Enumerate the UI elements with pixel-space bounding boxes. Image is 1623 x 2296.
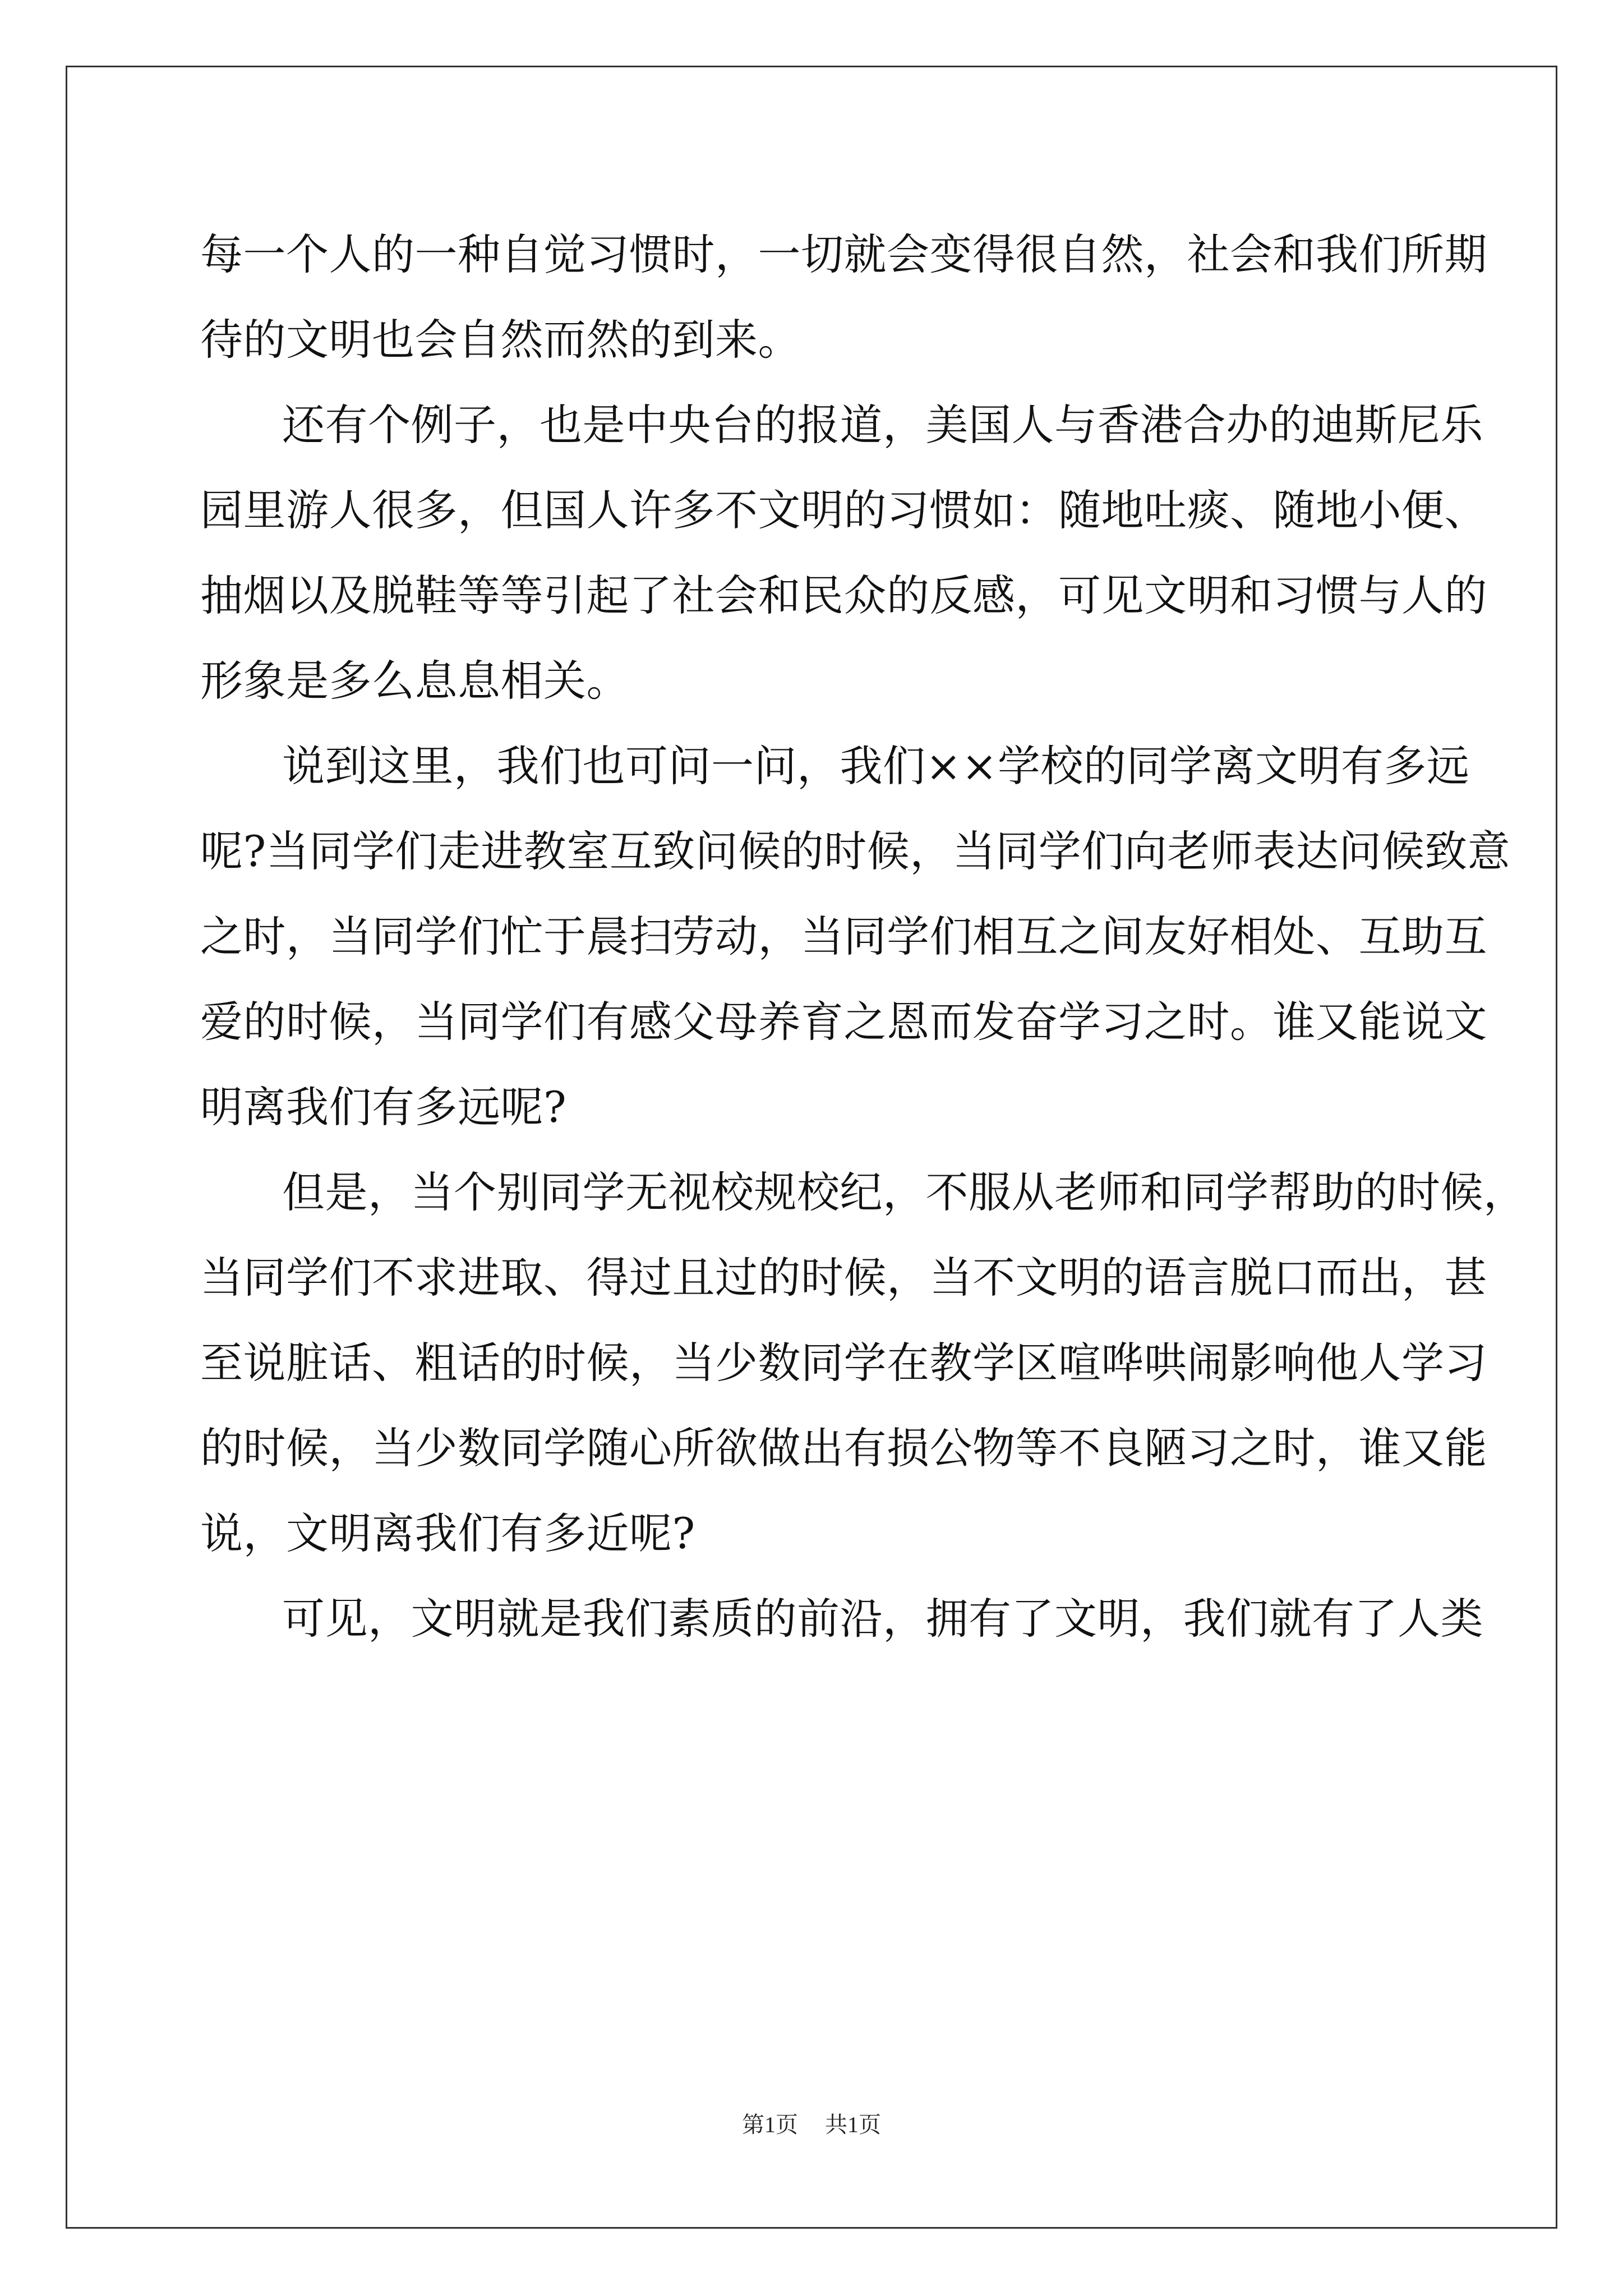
text-line: 抽烟以及脱鞋等等引起了社会和民众的反感，可见文明和习惯与人的 [200, 570, 1487, 620]
text-line: 待的文明也会自然而然的到来。 [200, 315, 801, 365]
text-line: 呢?当同学们走进教室互致问候的时候，当同学们向老师表达问候致意 [200, 826, 1511, 876]
text-line: 说到这里，我们也可问一问，我们××学校的同学离文明有多远 [282, 741, 1470, 791]
text-line: 说，文明离我们有多近呢? [200, 1508, 695, 1558]
text-line: 的时候，当少数同学随心所欲做出有损公物等不良陋习之时，谁又能 [200, 1423, 1487, 1473]
text-line: 爱的时候，当同学们有感父母养育之恩而发奋学习之时。谁又能说文 [200, 997, 1487, 1047]
text-line: 至说脏话、粗话的时候，当少数同学在教学区喧哗哄闹影响他人学习 [200, 1338, 1487, 1388]
text-line: 可见，文明就是我们素质的前沿，拥有了文明，我们就有了人类 [282, 1594, 1483, 1644]
page-total: 共1页 [825, 2112, 881, 2137]
page-footer [0, 2108, 1623, 2142]
text-line: 但是，当个别同学无视校规校纪，不服从老师和同学帮助的时候， [282, 1167, 1527, 1217]
text-line: 当同学们不求进取、得过且过的时候，当不文明的语言脱口而出，甚 [200, 1253, 1487, 1303]
page-number: 第1页 [742, 2112, 798, 2137]
text-line: 每一个人的一种自觉习惯时，一切就会变得很自然，社会和我们所期 [200, 229, 1487, 279]
text-line: 还有个例子，也是中央台的报道，美国人与香港合办的迪斯尼乐 [282, 400, 1483, 450]
text-line: 明离我们有多远呢? [200, 1082, 567, 1132]
document-body [200, 212, 1527, 1662]
text-line: 形象是多么息息相关。 [200, 656, 629, 706]
text-line: 园里游人很多，但国人许多不文明的习惯如：随地吐痰、随地小便、 [200, 485, 1487, 535]
text-line: 之时，当同学们忙于晨扫劳动，当同学们相互之间友好相处、互助互 [200, 912, 1487, 961]
